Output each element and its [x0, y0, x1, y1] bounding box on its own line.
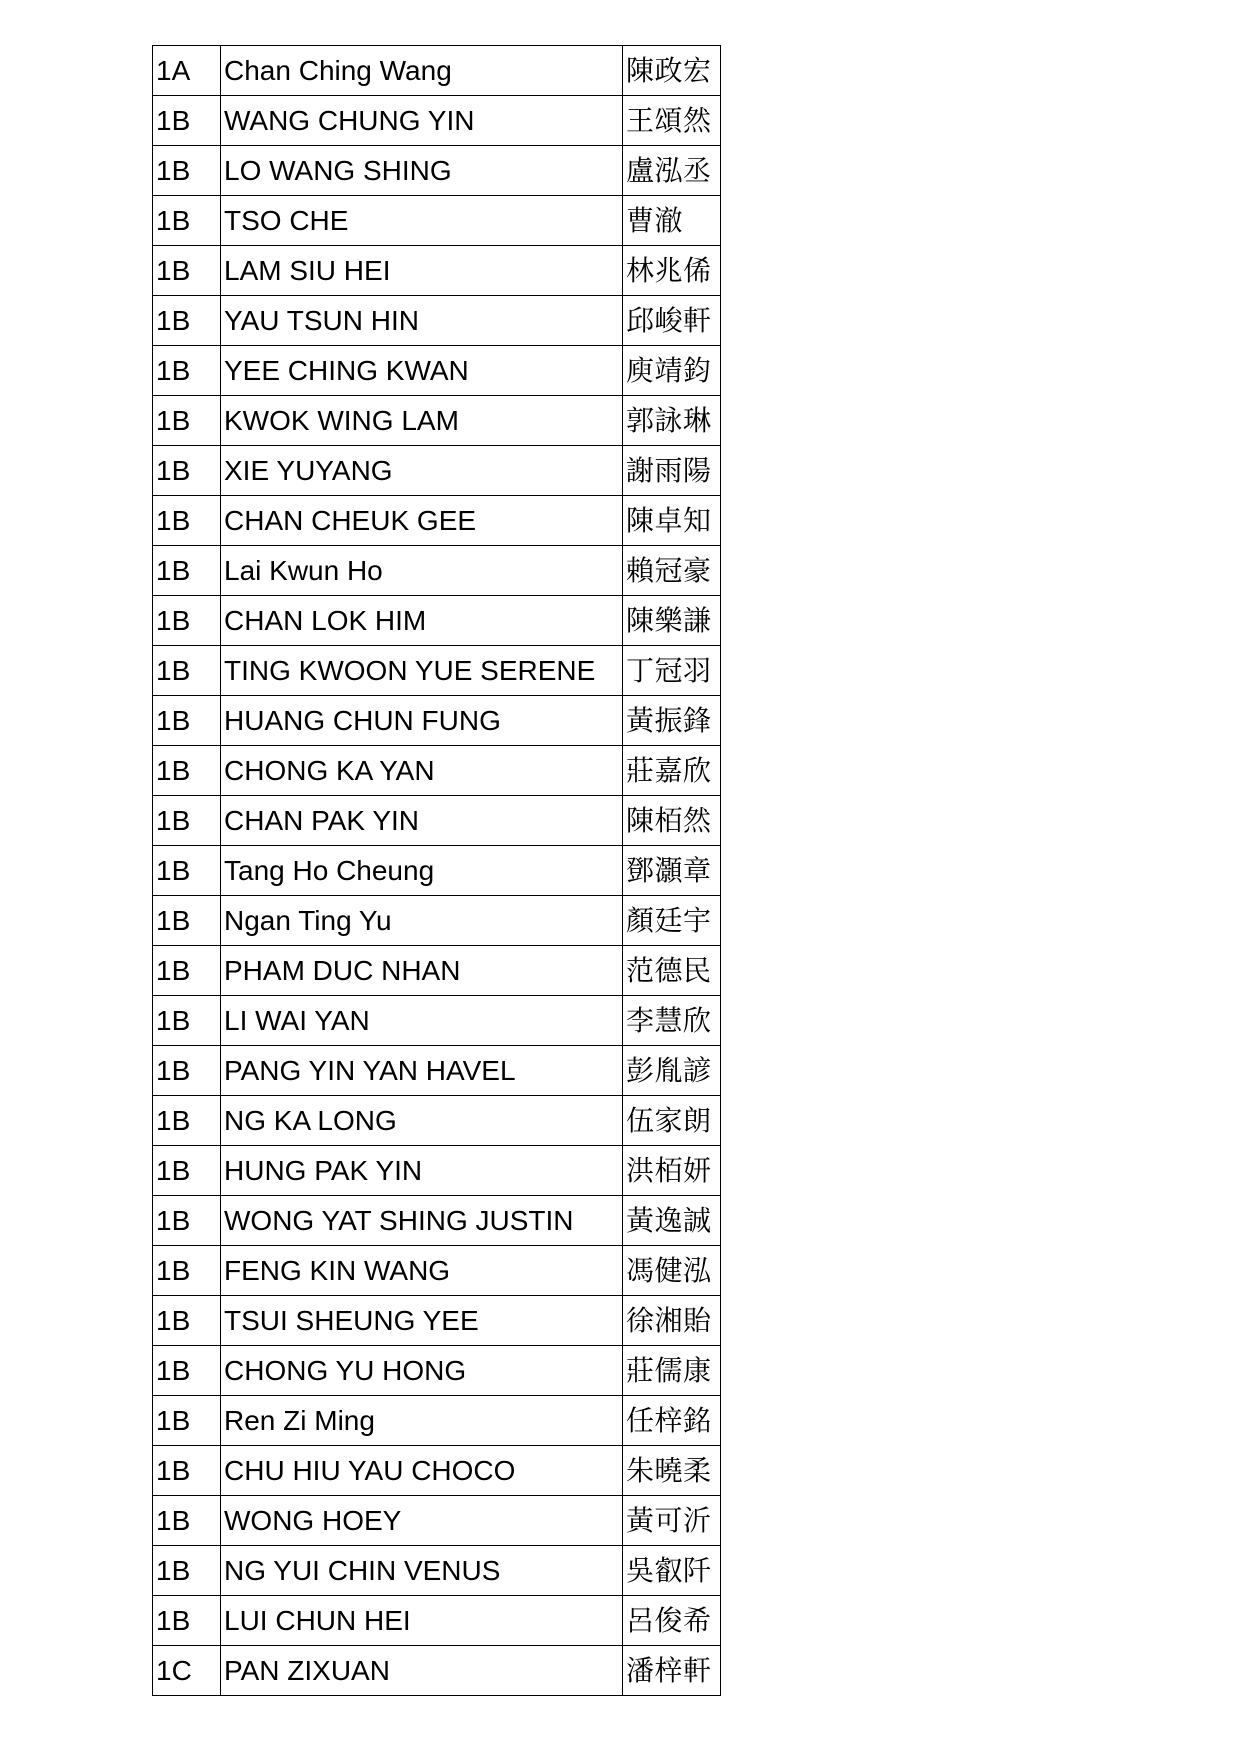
english-name-cell: CHU HIU YAU CHOCO: [221, 1446, 623, 1496]
chinese-name-cell: 馮健泓: [623, 1246, 721, 1296]
table-row: [153, 1296, 721, 1346]
table-row: [153, 46, 721, 96]
english-name-cell: Ren Zi Ming: [221, 1396, 623, 1446]
class-cell: 1B: [153, 1346, 221, 1396]
table-row: [153, 1046, 721, 1096]
english-name-cell: CHAN CHEUK GEE: [221, 496, 623, 546]
class-cell: 1B: [153, 1446, 221, 1496]
english-name-cell: WONG HOEY: [221, 1496, 623, 1546]
english-name-cell: Ngan Ting Yu: [221, 896, 623, 946]
class-cell: 1B: [153, 946, 221, 996]
table-row: [153, 646, 721, 696]
english-name-cell: NG KA LONG: [221, 1096, 623, 1146]
chinese-name-cell: 范德民: [623, 946, 721, 996]
chinese-name-cell: 陳樂謙: [623, 596, 721, 646]
table-row: [153, 696, 721, 746]
class-cell: 1B: [153, 1596, 221, 1646]
student-roster-table: [152, 45, 721, 1696]
english-name-cell: LI WAI YAN: [221, 996, 623, 1046]
chinese-name-cell: 盧泓丞: [623, 146, 721, 196]
table-row: [153, 1596, 721, 1646]
chinese-name-cell: 徐湘貽: [623, 1296, 721, 1346]
english-name-cell: YEE CHING KWAN: [221, 346, 623, 396]
class-cell: 1B: [153, 1296, 221, 1346]
class-cell: 1B: [153, 1546, 221, 1596]
chinese-name-cell: 任梓銘: [623, 1396, 721, 1446]
class-cell: 1B: [153, 996, 221, 1046]
table-row: [153, 1496, 721, 1546]
chinese-name-cell: 曹澈: [623, 196, 721, 246]
chinese-name-cell: 鄧灝章: [623, 846, 721, 896]
class-cell: 1C: [153, 1646, 221, 1696]
table-row: [153, 1396, 721, 1446]
table-row: [153, 1646, 721, 1696]
english-name-cell: Lai Kwun Ho: [221, 546, 623, 596]
class-cell: 1B: [153, 1396, 221, 1446]
table-row: [153, 996, 721, 1046]
class-cell: 1B: [153, 296, 221, 346]
class-cell: 1B: [153, 796, 221, 846]
class-cell: 1B: [153, 246, 221, 296]
english-name-cell: WONG YAT SHING JUSTIN: [221, 1196, 623, 1246]
table-row: [153, 146, 721, 196]
chinese-name-cell: 郭詠琳: [623, 396, 721, 446]
class-cell: 1B: [153, 696, 221, 746]
chinese-name-cell: 林兆俙: [623, 246, 721, 296]
table-row: [153, 1546, 721, 1596]
english-name-cell: HUANG CHUN FUNG: [221, 696, 623, 746]
class-cell: 1B: [153, 346, 221, 396]
roster-body: [153, 46, 721, 1696]
chinese-name-cell: 庾靖鈞: [623, 346, 721, 396]
english-name-cell: PAN ZIXUAN: [221, 1646, 623, 1696]
class-cell: 1B: [153, 1196, 221, 1246]
chinese-name-cell: 彭胤諺: [623, 1046, 721, 1096]
chinese-name-cell: 潘梓軒: [623, 1646, 721, 1696]
class-cell: 1B: [153, 446, 221, 496]
class-cell: 1B: [153, 196, 221, 246]
chinese-name-cell: 黃逸誠: [623, 1196, 721, 1246]
class-cell: 1A: [153, 46, 221, 96]
table-row: [153, 96, 721, 146]
class-cell: 1B: [153, 846, 221, 896]
class-cell: 1B: [153, 96, 221, 146]
chinese-name-cell: 洪栢妍: [623, 1146, 721, 1196]
english-name-cell: LUI CHUN HEI: [221, 1596, 623, 1646]
chinese-name-cell: 陳政宏: [623, 46, 721, 96]
table-row: [153, 346, 721, 396]
chinese-name-cell: 黃振鋒: [623, 696, 721, 746]
english-name-cell: FENG KIN WANG: [221, 1246, 623, 1296]
english-name-cell: KWOK WING LAM: [221, 396, 623, 446]
chinese-name-cell: 邱峻軒: [623, 296, 721, 346]
chinese-name-cell: 莊嘉欣: [623, 746, 721, 796]
english-name-cell: CHONG KA YAN: [221, 746, 623, 796]
chinese-name-cell: 丁冠羽: [623, 646, 721, 696]
english-name-cell: HUNG PAK YIN: [221, 1146, 623, 1196]
english-name-cell: LAM SIU HEI: [221, 246, 623, 296]
class-cell: 1B: [153, 646, 221, 696]
table-row: [153, 946, 721, 996]
table-row: [153, 1096, 721, 1146]
english-name-cell: Tang Ho Cheung: [221, 846, 623, 896]
table-row: [153, 496, 721, 546]
chinese-name-cell: 王頌然: [623, 96, 721, 146]
table-row: [153, 246, 721, 296]
chinese-name-cell: 陳栢然: [623, 796, 721, 846]
table-row: [153, 196, 721, 246]
table-row: [153, 896, 721, 946]
english-name-cell: NG YUI CHIN VENUS: [221, 1546, 623, 1596]
table-row: [153, 1446, 721, 1496]
chinese-name-cell: 顏廷宇: [623, 896, 721, 946]
class-cell: 1B: [153, 546, 221, 596]
english-name-cell: XIE YUYANG: [221, 446, 623, 496]
table-row: [153, 846, 721, 896]
table-row: [153, 796, 721, 846]
table-row: [153, 1346, 721, 1396]
chinese-name-cell: 賴冠豪: [623, 546, 721, 596]
table-row: [153, 546, 721, 596]
english-name-cell: TSUI SHEUNG YEE: [221, 1296, 623, 1346]
english-name-cell: CHAN PAK YIN: [221, 796, 623, 846]
class-cell: 1B: [153, 396, 221, 446]
english-name-cell: TING KWOON YUE SERENE: [221, 646, 623, 696]
english-name-cell: Chan Ching Wang: [221, 46, 623, 96]
table-row: [153, 296, 721, 346]
class-cell: 1B: [153, 1046, 221, 1096]
class-cell: 1B: [153, 1246, 221, 1296]
english-name-cell: TSO CHE: [221, 196, 623, 246]
table-row: [153, 396, 721, 446]
class-cell: 1B: [153, 496, 221, 546]
english-name-cell: LO WANG SHING: [221, 146, 623, 196]
class-cell: 1B: [153, 596, 221, 646]
table-row: [153, 746, 721, 796]
table-row: [153, 446, 721, 496]
chinese-name-cell: 陳卓知: [623, 496, 721, 546]
table-row: [153, 1246, 721, 1296]
chinese-name-cell: 李慧欣: [623, 996, 721, 1046]
english-name-cell: YAU TSUN HIN: [221, 296, 623, 346]
table-row: [153, 1196, 721, 1246]
english-name-cell: CHONG YU HONG: [221, 1346, 623, 1396]
english-name-cell: PANG YIN YAN HAVEL: [221, 1046, 623, 1096]
chinese-name-cell: 莊儒康: [623, 1346, 721, 1396]
class-cell: 1B: [153, 146, 221, 196]
english-name-cell: WANG CHUNG YIN: [221, 96, 623, 146]
chinese-name-cell: 伍家朗: [623, 1096, 721, 1146]
english-name-cell: PHAM DUC NHAN: [221, 946, 623, 996]
class-cell: 1B: [153, 1496, 221, 1546]
chinese-name-cell: 朱曉柔: [623, 1446, 721, 1496]
chinese-name-cell: 呂俊希: [623, 1596, 721, 1646]
class-cell: 1B: [153, 1096, 221, 1146]
class-cell: 1B: [153, 1146, 221, 1196]
table-row: [153, 1146, 721, 1196]
chinese-name-cell: 吳叡阡: [623, 1546, 721, 1596]
class-cell: 1B: [153, 896, 221, 946]
class-cell: 1B: [153, 746, 221, 796]
chinese-name-cell: 黃可沂: [623, 1496, 721, 1546]
table-row: [153, 596, 721, 646]
chinese-name-cell: 謝雨陽: [623, 446, 721, 496]
english-name-cell: CHAN LOK HIM: [221, 596, 623, 646]
